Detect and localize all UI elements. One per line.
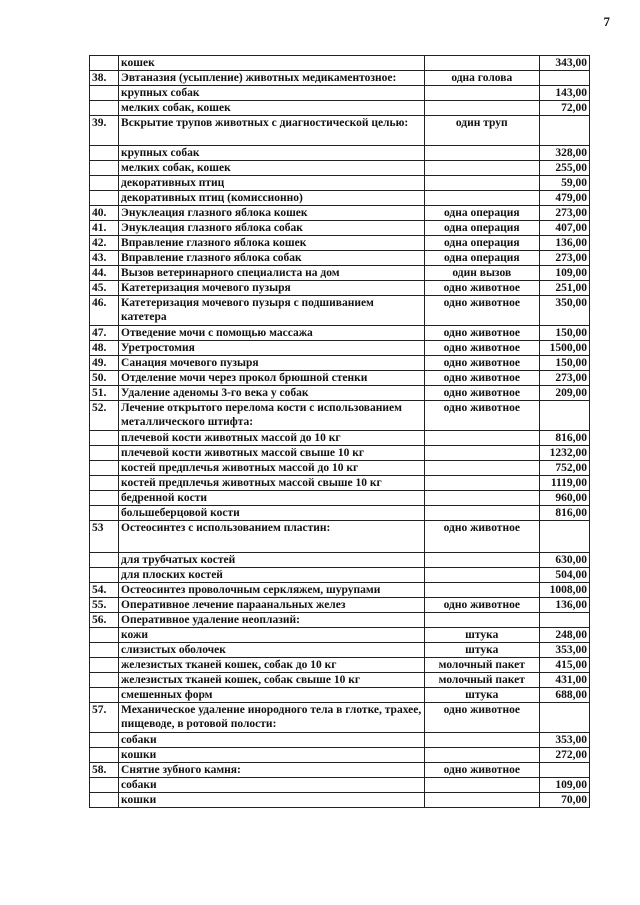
row-number (90, 431, 119, 446)
service-description: Вызов ветеринарного специалиста на дом (119, 266, 425, 281)
unit-of-measure: одно животное (424, 401, 539, 431)
row-number (90, 146, 119, 161)
table-row (90, 101, 590, 116)
price-value: 816,00 (539, 506, 589, 521)
unit-of-measure (424, 101, 539, 116)
price-value: 59,00 (539, 176, 589, 191)
price-value (539, 521, 589, 553)
table-row (90, 568, 590, 583)
unit-of-measure (424, 191, 539, 206)
price-value (539, 116, 589, 146)
row-number (90, 748, 119, 763)
unit-of-measure: одна голова (424, 71, 539, 86)
price-value: 273,00 (539, 371, 589, 386)
unit-of-measure (424, 431, 539, 446)
table-row (90, 461, 590, 476)
row-number (90, 461, 119, 476)
price-table (89, 55, 590, 808)
service-description: Остеосинтез проволочным серкляжем, шурупами (119, 583, 425, 598)
row-number: 53 (90, 521, 119, 553)
row-number: 54. (90, 583, 119, 598)
unit-of-measure: одно животное (424, 386, 539, 401)
service-description: Вскрытие трупов животных с диагностической целью: (119, 116, 425, 146)
price-value: 150,00 (539, 326, 589, 341)
table-row (90, 281, 590, 296)
service-description: мелких собак, кошек (119, 161, 425, 176)
service-description: большеберцовой кости (119, 506, 425, 521)
row-number: 51. (90, 386, 119, 401)
service-description: Оперативное удаление неоплазий: (119, 613, 425, 628)
price-value: 479,00 (539, 191, 589, 206)
service-description: железистых тканей кошек, собак свыше 10 кг (119, 673, 425, 688)
row-number: 56. (90, 613, 119, 628)
unit-of-measure (424, 446, 539, 461)
price-value (539, 763, 589, 778)
table-row (90, 613, 590, 628)
table-row (90, 476, 590, 491)
unit-of-measure: один труп (424, 116, 539, 146)
unit-of-measure: молочный пакет (424, 673, 539, 688)
price-value: 248,00 (539, 628, 589, 643)
price-value: 1500,00 (539, 341, 589, 356)
table-row (90, 386, 590, 401)
row-number (90, 56, 119, 71)
price-value (539, 703, 589, 733)
table-row (90, 191, 590, 206)
price-value: 70,00 (539, 793, 589, 808)
unit-of-measure (424, 568, 539, 583)
row-number (90, 86, 119, 101)
service-description: Эвтаназия (усыпление) животных медикаментозное: (119, 71, 425, 86)
price-value: 109,00 (539, 266, 589, 281)
unit-of-measure (424, 583, 539, 598)
table-row (90, 688, 590, 703)
price-value: 150,00 (539, 356, 589, 371)
row-number: 57. (90, 703, 119, 733)
table-row (90, 446, 590, 461)
row-number: 39. (90, 116, 119, 146)
table-row (90, 161, 590, 176)
unit-of-measure: штука (424, 643, 539, 658)
row-number: 47. (90, 326, 119, 341)
table-row (90, 176, 590, 191)
unit-of-measure (424, 748, 539, 763)
service-description: Катетеризация мочевого пузыря с подшиванием катетера (119, 296, 425, 326)
row-number (90, 568, 119, 583)
service-description: Вправление глазного яблока собак (119, 251, 425, 266)
table-row (90, 583, 590, 598)
price-value: 688,00 (539, 688, 589, 703)
service-description: костей предплечья животных массой свыше 10 кг (119, 476, 425, 491)
price-value (539, 71, 589, 86)
row-number: 40. (90, 206, 119, 221)
unit-of-measure: одно животное (424, 521, 539, 553)
service-description: Отделение мочи через прокол брюшной стенки (119, 371, 425, 386)
unit-of-measure: штука (424, 688, 539, 703)
service-description: слизистых оболочек (119, 643, 425, 658)
price-value: 752,00 (539, 461, 589, 476)
price-value: 431,00 (539, 673, 589, 688)
row-number (90, 778, 119, 793)
price-value: 273,00 (539, 251, 589, 266)
table-row (90, 431, 590, 446)
service-description: Энуклеация глазного яблока кошек (119, 206, 425, 221)
unit-of-measure: одно животное (424, 326, 539, 341)
row-number (90, 553, 119, 568)
row-number: 38. (90, 71, 119, 86)
table-row (90, 266, 590, 281)
unit-of-measure: одно животное (424, 296, 539, 326)
price-value: 136,00 (539, 236, 589, 251)
table-row (90, 251, 590, 266)
unit-of-measure: одна операция (424, 221, 539, 236)
service-description: Уретростомия (119, 341, 425, 356)
unit-of-measure (424, 793, 539, 808)
row-number: 58. (90, 763, 119, 778)
unit-of-measure (424, 491, 539, 506)
unit-of-measure (424, 146, 539, 161)
service-description: кожи (119, 628, 425, 643)
table-row (90, 778, 590, 793)
unit-of-measure (424, 506, 539, 521)
price-value: 143,00 (539, 86, 589, 101)
service-description: смешенных форм (119, 688, 425, 703)
table-row (90, 401, 590, 431)
price-value: 816,00 (539, 431, 589, 446)
row-number (90, 733, 119, 748)
service-description: Удаление аденомы 3-го века у собак (119, 386, 425, 401)
table-row (90, 763, 590, 778)
unit-of-measure: одно животное (424, 356, 539, 371)
service-description: собаки (119, 733, 425, 748)
price-value: 353,00 (539, 643, 589, 658)
row-number (90, 446, 119, 461)
table-row (90, 733, 590, 748)
unit-of-measure: одно животное (424, 703, 539, 733)
price-value: 504,00 (539, 568, 589, 583)
table-row (90, 521, 590, 553)
service-description: декоративных птиц (комиссионно) (119, 191, 425, 206)
service-description: плечевой кости животных массой до 10 кг (119, 431, 425, 446)
price-value: 415,00 (539, 658, 589, 673)
table-row (90, 71, 590, 86)
price-value: 407,00 (539, 221, 589, 236)
price-value: 72,00 (539, 101, 589, 116)
row-number (90, 161, 119, 176)
row-number: 43. (90, 251, 119, 266)
service-description: Остеосинтез с использованием пластин: (119, 521, 425, 553)
table-row (90, 491, 590, 506)
unit-of-measure (424, 553, 539, 568)
unit-of-measure (424, 161, 539, 176)
price-value: 136,00 (539, 598, 589, 613)
table-row (90, 86, 590, 101)
table-row (90, 116, 590, 146)
row-number: 41. (90, 221, 119, 236)
row-number: 50. (90, 371, 119, 386)
row-number: 42. (90, 236, 119, 251)
price-value: 273,00 (539, 206, 589, 221)
price-value: 272,00 (539, 748, 589, 763)
table-row (90, 296, 590, 326)
row-number (90, 101, 119, 116)
service-description: плечевой кости животных массой свыше 10 кг (119, 446, 425, 461)
row-number (90, 506, 119, 521)
service-description: Отведение мочи с помощью массажа (119, 326, 425, 341)
table-row (90, 506, 590, 521)
table-row (90, 658, 590, 673)
price-value: 1232,00 (539, 446, 589, 461)
unit-of-measure: одно животное (424, 763, 539, 778)
service-description: для плоских костей (119, 568, 425, 583)
row-number (90, 176, 119, 191)
row-number: 44. (90, 266, 119, 281)
table-row (90, 341, 590, 356)
service-description: крупных собак (119, 146, 425, 161)
unit-of-measure (424, 613, 539, 628)
price-value: 343,00 (539, 56, 589, 71)
page-number: 7 (603, 14, 610, 29)
row-number (90, 688, 119, 703)
unit-of-measure: одна операция (424, 206, 539, 221)
service-description: для трубчатых костей (119, 553, 425, 568)
row-number (90, 658, 119, 673)
table-row (90, 56, 590, 71)
table-row (90, 236, 590, 251)
row-number (90, 643, 119, 658)
service-description: кошек (119, 56, 425, 71)
price-value: 960,00 (539, 491, 589, 506)
unit-of-measure: один вызов (424, 266, 539, 281)
service-description: железистых тканей кошек, собак до 10 кг (119, 658, 425, 673)
price-value: 1119,00 (539, 476, 589, 491)
price-value: 209,00 (539, 386, 589, 401)
service-description: собаки (119, 778, 425, 793)
row-number (90, 628, 119, 643)
service-description: костей предплечья животных массой до 10 кг (119, 461, 425, 476)
row-number: 49. (90, 356, 119, 371)
row-number: 52. (90, 401, 119, 431)
service-description: Катетеризация мочевого пузыря (119, 281, 425, 296)
unit-of-measure (424, 778, 539, 793)
table-row (90, 553, 590, 568)
table-row (90, 793, 590, 808)
unit-of-measure (424, 86, 539, 101)
service-description: Энуклеация глазного яблока собак (119, 221, 425, 236)
unit-of-measure: одна операция (424, 251, 539, 266)
table-row (90, 146, 590, 161)
service-description: Оперативное лечение параанальных желез (119, 598, 425, 613)
unit-of-measure (424, 56, 539, 71)
unit-of-measure (424, 461, 539, 476)
table-row (90, 356, 590, 371)
unit-of-measure (424, 176, 539, 191)
unit-of-measure: одно животное (424, 341, 539, 356)
unit-of-measure (424, 733, 539, 748)
row-number: 46. (90, 296, 119, 326)
table-row (90, 206, 590, 221)
row-number: 48. (90, 341, 119, 356)
price-value: 353,00 (539, 733, 589, 748)
table-row (90, 703, 590, 733)
price-value: 328,00 (539, 146, 589, 161)
service-description: декоративных птиц (119, 176, 425, 191)
price-value: 1008,00 (539, 583, 589, 598)
service-description: Вправление глазного яблока кошек (119, 236, 425, 251)
table-row (90, 673, 590, 688)
table-row (90, 371, 590, 386)
price-value (539, 613, 589, 628)
table-row (90, 628, 590, 643)
price-value: 255,00 (539, 161, 589, 176)
row-number: 55. (90, 598, 119, 613)
service-description: Лечение открытого перелома кости с использованием металлического штифта: (119, 401, 425, 431)
table-row (90, 326, 590, 341)
service-description: Механическое удаление инородного тела в глотке, трахее, пищеводе, в ротовой полости: (119, 703, 425, 733)
row-number (90, 491, 119, 506)
price-table-body (90, 56, 590, 808)
service-description: Санация мочевого пузыря (119, 356, 425, 371)
price-value: 350,00 (539, 296, 589, 326)
unit-of-measure: молочный пакет (424, 658, 539, 673)
service-description: мелких собак, кошек (119, 101, 425, 116)
service-description: кошки (119, 793, 425, 808)
price-value: 251,00 (539, 281, 589, 296)
table-row (90, 221, 590, 236)
price-value: 630,00 (539, 553, 589, 568)
service-description: кошки (119, 748, 425, 763)
unit-of-measure: одно животное (424, 281, 539, 296)
unit-of-measure (424, 476, 539, 491)
unit-of-measure: одна операция (424, 236, 539, 251)
service-description: Снятие зубного камня: (119, 763, 425, 778)
service-description: бедренной кости (119, 491, 425, 506)
table-row (90, 598, 590, 613)
service-description: крупных собак (119, 86, 425, 101)
table-row (90, 643, 590, 658)
price-value: 109,00 (539, 778, 589, 793)
row-number (90, 191, 119, 206)
unit-of-measure: одно животное (424, 598, 539, 613)
row-number (90, 476, 119, 491)
table-row (90, 748, 590, 763)
row-number: 45. (90, 281, 119, 296)
unit-of-measure: одно животное (424, 371, 539, 386)
row-number (90, 793, 119, 808)
unit-of-measure: штука (424, 628, 539, 643)
row-number (90, 673, 119, 688)
price-value (539, 401, 589, 431)
